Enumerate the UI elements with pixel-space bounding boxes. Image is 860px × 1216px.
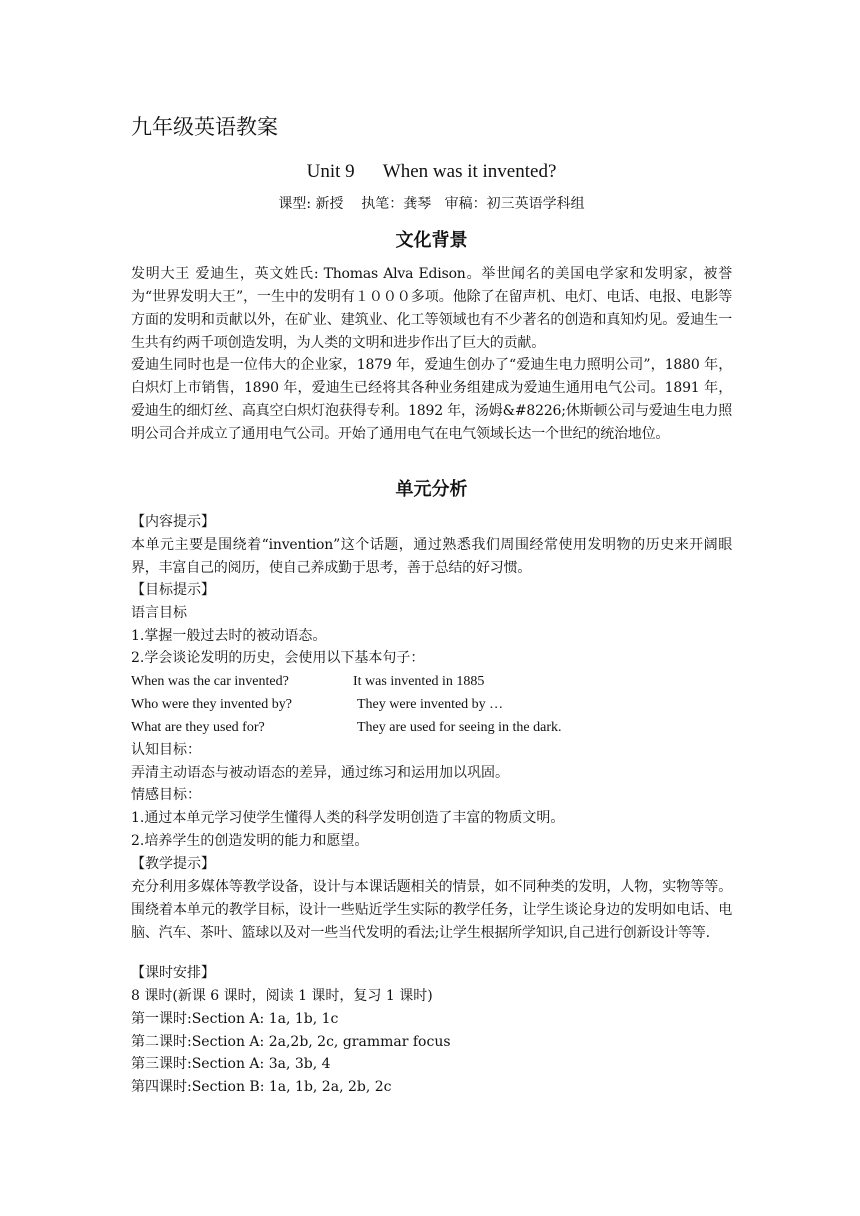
sentence-question: Who were they invented by? (131, 697, 292, 712)
language-goal-label: 语言目标 (131, 605, 187, 621)
teaching-hint-text: 充分利用多媒体等教学设备，设计与本课话题相关的情景，如不同种类的发明，人物，实物等等。围绕着本单元的教学目标，设计一些贴近学生实际的教学任务，让学生谈论身边的发明如电话、电脑、汽车、茶叶、篮球以及对一些当代发明的看法;让学生根据所学知识,自己进行创新设计等等. (131, 879, 732, 941)
section-heading-culture: 文化背景 (395, 230, 468, 251)
sentence-answer: They are used for seeing in the dark. (357, 720, 562, 735)
content-hint-label: 【内容提示】 (131, 514, 215, 530)
language-goal-1: 1.掌握一般过去时的被动语态。 (131, 628, 327, 644)
unit-title: Unit 9 When was it invented? (306, 161, 557, 182)
teaching-hint-label: 【教学提示】 (131, 856, 215, 872)
lesson-item: 第一课时:Section A: 1a, 1b, 1c (131, 1011, 339, 1027)
sentence-answer: They were invented by … (357, 697, 504, 712)
emotion-goal-1: 1.通过本单元学习使学生懂得人类的科学发明创造了丰富的物质文明。 (131, 810, 565, 826)
lesson-item: 第四课时:Section B: 1a, 1b, 2a, 2b, 2c (131, 1079, 392, 1095)
content-hint-text: 本单元主要是围绕着“invention”这个话题，通过熟悉我们周围经常使用发明物的历史来开阔眼界，丰富自己的阅历，使自己养成勤于思考，善于总结的好习惯。 (131, 537, 732, 576)
language-goal-2: 2.学会谈论发明的历史，会使用以下基本句子： (131, 650, 425, 666)
sentence-row (131, 716, 562, 739)
sentence-row (131, 670, 485, 693)
emotion-goal-2: 2.培养学生的创造发明的能力和愿望。 (131, 833, 369, 849)
lesson-item: 第三课时:Section A: 3a, 3b, 4 (131, 1056, 331, 1072)
document-header: 九年级英语教案 (131, 115, 278, 139)
cognitive-goal-text: 弄清主动语态与被动语态的差异，通过练习和运用加以巩固。 (131, 765, 509, 781)
lesson-item: 第二课时:Section A: 2a,2b, 2c, grammar focus (131, 1034, 451, 1050)
sentence-question: When was the car invented? (131, 674, 289, 689)
sentence-answer: It was invented in 1885 (353, 674, 485, 689)
lesson-meta: 课型: 新授 执笔：龚琴 审稿：初三英语学科组 (278, 196, 585, 212)
sentence-question: What are they used for? (131, 720, 265, 735)
schedule-label: 【课时安排】 (131, 965, 215, 981)
schedule-total: 8 课时(新课 6 课时，阅读 1 课时，复习 1 课时) (131, 988, 433, 1004)
culture-paragraph-2: 爱迪生同时也是一位伟大的企业家，1879 年，爱迪生创办了“爱迪生电力照明公司”，1880 年，白炽灯上市销售，1890 年，爱迪生已经将其各种业务组建成为爱迪生通用电气公司。1891 年，爱迪生的细灯丝、高真空白炽灯泡获得专利。1892 年，汤姆&#8226;休斯顿公司与爱迪生电力照明公司合并成立了通用电气公司。开始了通用电气在电气领域长达一个世纪的统治地位。 (131, 357, 732, 442)
sentence-row (131, 693, 504, 716)
culture-paragraph-1: 发明大王 爱迪生，英文姓氏: Thomas Alva Edison。举世闻名的美国电学家和发明家，被誉为“世界发明大王”，一生中的发明有１０００多项。他除了在留声机、电灯、电话、电报、电影等方面的发明和贡献以外，在矿业、建筑业、化工等领域也有不少著名的创造和真知灼见。爱迪生一生共有约两千项创造发明，为人类的文明和进步作出了巨大的贡献。 (131, 266, 732, 351)
emotion-goal-label: 情感目标： (131, 787, 201, 803)
section-heading-unit-analysis: 单元分析 (395, 479, 468, 500)
goal-hint-label: 【目标提示】 (131, 582, 215, 598)
cognitive-goal-label: 认知目标： (131, 742, 201, 758)
